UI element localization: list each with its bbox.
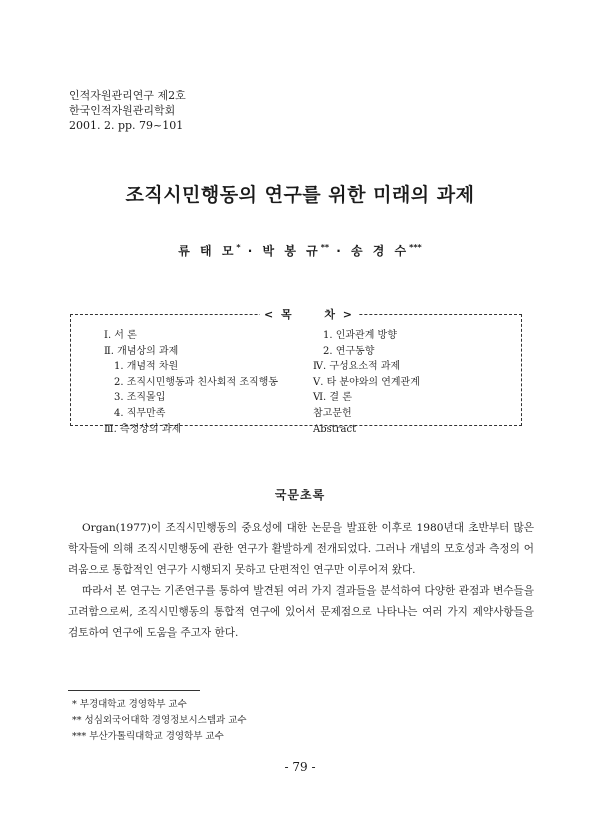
abstract-body <box>68 518 534 644</box>
toc-item: 2. 연구동향 <box>323 345 375 357</box>
journal-issue: 2001. 2. pp. 79~101 <box>69 119 184 132</box>
journal-info <box>69 88 186 133</box>
footnote: *** 부산가톨릭대학교 경영학부 교수 <box>72 731 224 742</box>
toc-item: 4. 직무만족 <box>114 407 166 419</box>
toc-item: Ⅲ. 측정상의 과제 <box>104 423 182 435</box>
footnote: * 부경대학교 경영학부 교수 <box>72 699 187 710</box>
toc-item: 2. 조직시민행동과 친사회적 조직행동 <box>114 376 278 388</box>
toc-item: 3. 조직몰입 <box>114 392 166 404</box>
toc-left-column <box>104 328 278 437</box>
toc-item: Ⅱ. 개념상의 과제 <box>104 345 179 357</box>
toc-heading-left: < 목 <box>264 308 294 321</box>
page-number: - 79 - <box>284 760 316 774</box>
toc-item: Ⅳ. 구성요소적 과제 <box>313 361 401 373</box>
author-2-mark: ** <box>320 243 330 252</box>
author-2: 박 봉 규 <box>262 244 321 258</box>
journal-name: 인적자원관리연구 제2호 <box>69 89 186 102</box>
journal-society: 한국인적자원관리학회 <box>69 104 176 117</box>
toc-item: Ⅰ. 서 론 <box>104 330 137 341</box>
author-3-mark: *** <box>409 243 422 252</box>
footnote-divider <box>68 690 200 691</box>
paper-title: 조직시민행동의 연구를 위한 미래의 과제 <box>125 184 475 206</box>
author-3: 송 경 수 <box>351 244 410 258</box>
abstract-paragraph: Organ(1977)이 조직시민행동의 중요성에 대한 논문을 발표한 이후로 1980년대 초반부터 많은 학자들에 의해 조직시민행동에 관한 연구가 활발하게 전개되었다. 그러나 개념의 모호성과 측정의 어려움으로 통합적인 연구가 시행되지 못하고 단편적인 연구만 이루어져 왔다. <box>68 522 534 576</box>
toc-item: 1. 개념적 차원 <box>114 361 179 373</box>
author-separator: · <box>336 244 344 258</box>
abstract-paragraph: 따라서 본 연구는 기존연구를 통하여 발견된 여러 가지 결과들을 분석하여 다양한 관점과 변수들을 고려함으로써, 조직시민행동의 통합적 연구에 있어서 문제점으로 나타나는 여러 가지 제약사항들을 검토하여 연구에 도움을 주고자 한다. <box>68 585 534 639</box>
toc-item: Ⅴ. 타 분야와의 연계관계 <box>313 376 420 388</box>
author-line <box>0 242 600 259</box>
toc-heading-right: 차 > <box>324 308 354 321</box>
toc-item: 참고문헌 <box>313 407 352 419</box>
author-1-mark: * <box>236 243 241 252</box>
footnote: ** 성심외국어대학 경영정보시스템과 교수 <box>72 715 247 726</box>
toc-item: 1. 인과관계 방향 <box>323 330 397 341</box>
toc-item: Ⅵ. 결 론 <box>313 392 352 404</box>
author-1: 류 태 모 <box>178 244 237 258</box>
footnotes <box>72 697 247 745</box>
toc-right-column <box>313 328 420 437</box>
toc-heading <box>260 306 358 322</box>
author-separator: · <box>247 244 256 258</box>
abstract-heading: 국문초록 <box>274 488 326 502</box>
toc-item: Abstract <box>313 423 357 435</box>
